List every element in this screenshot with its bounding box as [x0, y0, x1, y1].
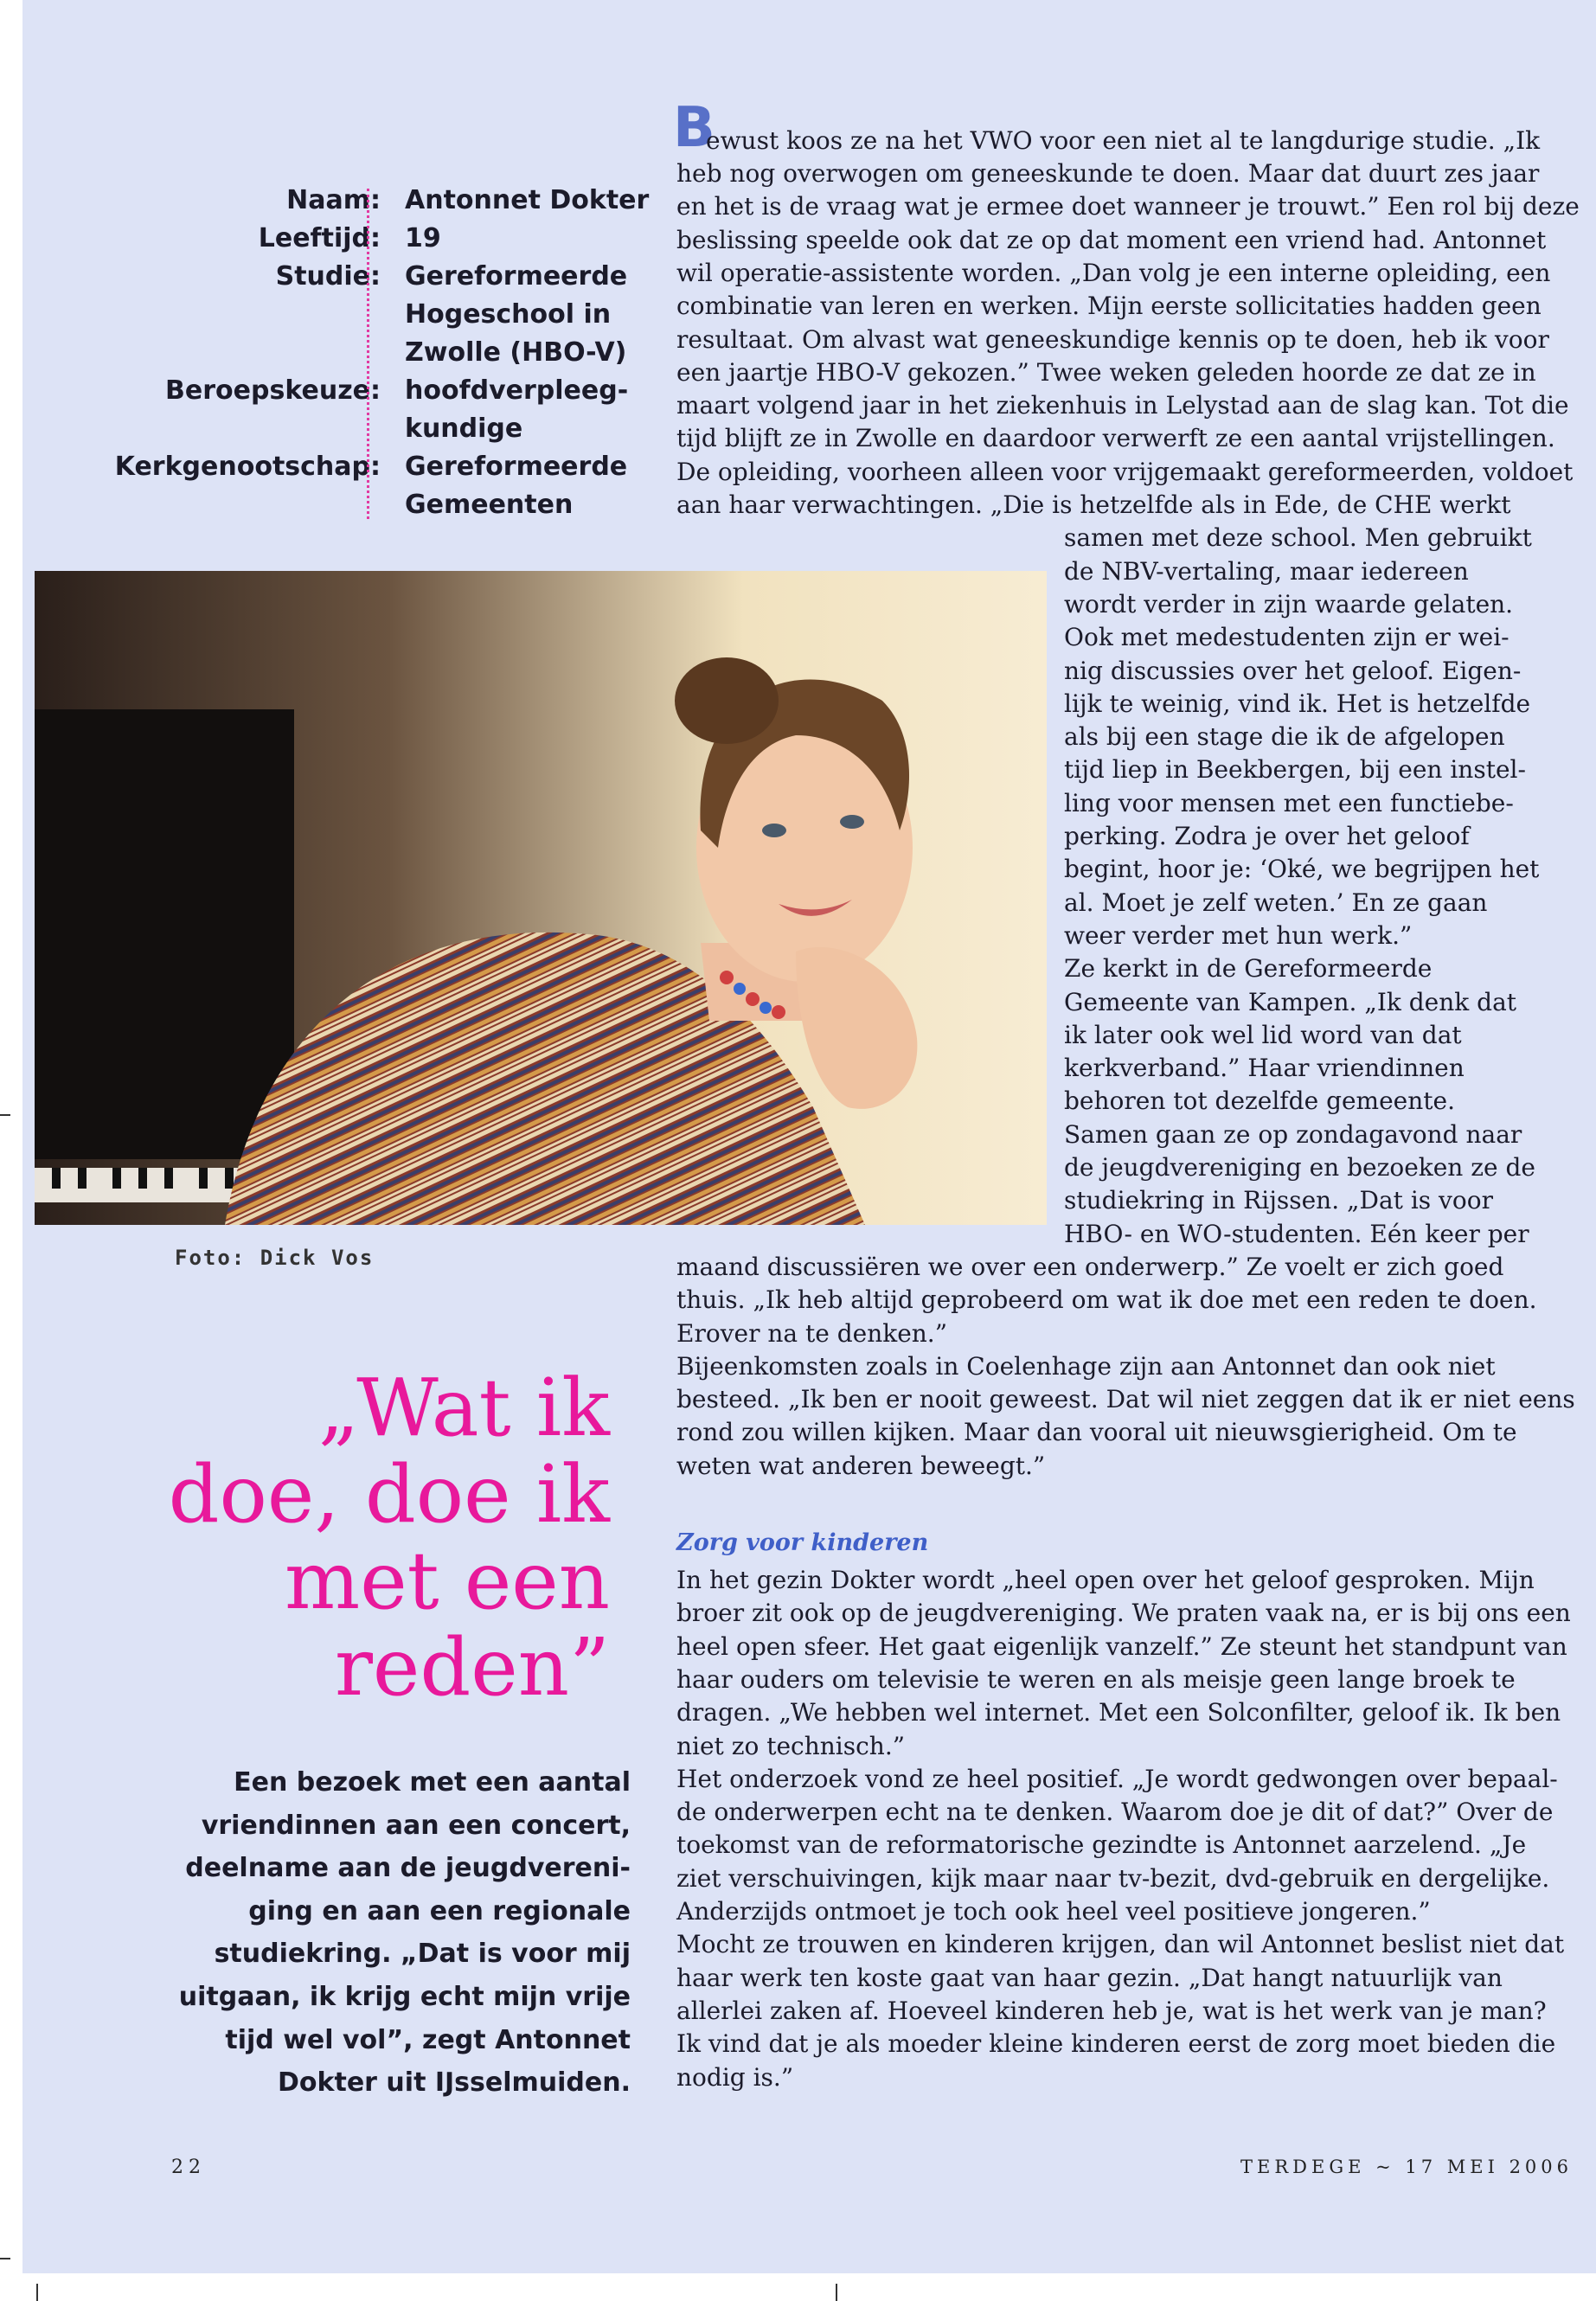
subheading: Zorg voor kinderen	[676, 1529, 929, 1556]
pull-quote	[125, 1362, 610, 1714]
portrait-image	[35, 571, 1047, 1225]
body-line: en het is de vraag wat je ermee doet wanneer je trouwt.” Een rol bij deze	[676, 192, 1580, 221]
profile-divider	[367, 189, 369, 519]
lead-line: vriendinnen aan een concert,	[201, 1810, 631, 1841]
crop-mark	[0, 2258, 10, 2259]
profile-value: kundige	[405, 413, 523, 444]
profile-value: hoofdverpleeg-	[405, 375, 629, 406]
body-line: nig discussies over het geloof. Eigen-	[1064, 656, 1522, 685]
body-line: haar werk ten koste gaat van haar gezin. „Dat hangt natuurlijk van	[676, 1963, 1503, 1992]
body-line: een jaartje HBO-V gekozen.” Twee weken geleden hoorde ze dat ze in	[676, 357, 1536, 387]
body-line: weten wat anderen beweegt.”	[676, 1451, 1046, 1480]
body-line: kerkverband.” Haar vriendinnen	[1064, 1054, 1465, 1083]
body-line: weer verder met hun werk.”	[1064, 920, 1413, 950]
profile-row	[144, 182, 654, 220]
profile-row	[144, 372, 654, 448]
body-line: Erover na te denken.”	[676, 1318, 948, 1348]
profile-label: Studie:	[275, 261, 381, 292]
body-line: wordt verder in zijn waarde gelaten.	[1064, 589, 1514, 619]
body-line: In het gezin Dokter wordt „heel open over het geloof gesproken. Mijn	[676, 1566, 1535, 1594]
portrait-photo	[35, 571, 1047, 1225]
quote-line: doe, doe ik	[168, 1448, 610, 1541]
body-line: Anderzijds ontmoet je toch ook heel veel positieve jongeren.”	[676, 1897, 1431, 1926]
profile-row	[144, 220, 654, 258]
body-line: de NBV-vertaling, maar iedereen	[1064, 556, 1469, 586]
body-line: ewust koos ze na het VWO voor een niet al te langdurige studie. „Ik	[706, 126, 1541, 155]
crop-mark	[36, 2284, 38, 2301]
body-line: dragen. „We hebben wel internet. Met een Solconfilter, geloof ik. Ik ben	[676, 1698, 1561, 1727]
body-line: allerlei zaken af. Hoeveel kinderen heb je, wat is het werk van je man?	[676, 1996, 1547, 2025]
body-line: perking. Zodra je over het geloof	[1064, 822, 1470, 850]
lead-paragraph	[152, 1761, 631, 2105]
profile-value: Hogeschool in	[405, 299, 612, 330]
photo-credit: Foto: Dick Vos	[175, 1246, 375, 1270]
body-line: heb nog overwogen om geneeskunde te doen. Maar dat duurt zes jaar	[676, 159, 1540, 188]
body-line: Gemeente van Kampen. „Ik denk dat	[1064, 987, 1517, 1016]
profile-label: Kerkgenootschap:	[114, 452, 381, 482]
lead-line: tijd wel vol”, zegt Antonnet	[225, 2024, 631, 2055]
body-line: lijk te weinig, vind ik. Het is hetzelfde	[1064, 689, 1531, 718]
profile-value: Gemeenten	[405, 490, 574, 520]
body-line: Het onderzoek vond ze heel positief. „Je wordt gedwongen over bepaal-	[676, 1764, 1558, 1793]
body-line: samen met deze school. Men gebruikt	[1064, 523, 1532, 553]
body-line: ik later ook wel lid word van dat	[1064, 1020, 1462, 1049]
body-line: combinatie van leren en werken. Mijn eerste sollicitaties hadden geen	[676, 292, 1542, 321]
profile-row	[114, 448, 654, 524]
body-line: behoren tot dezelfde gemeente.	[1064, 1086, 1456, 1116]
body-line: al. Moet je zelf weten.’ En ze gaan	[1064, 888, 1488, 917]
quote-line: reden”	[334, 1621, 610, 1714]
magazine-page	[22, 0, 1596, 2273]
profile-box	[114, 182, 654, 524]
lead-line: Dokter uit IJsselmuiden.	[278, 2067, 631, 2099]
body-line: wil operatie-assistente worden. „Dan volg je een interne opleiding, een	[676, 258, 1551, 287]
body-line: Mocht ze trouwen en kinderen krijgen, dan wil Antonnet beslist niet dat	[676, 1930, 1565, 1959]
body-line: broer zit ook op de jeugdvereniging. We praten vaak na, er is bij ons een	[676, 1599, 1571, 1628]
body-line: Ook met medestudenten zijn er wei-	[1064, 623, 1509, 652]
body-line: begint, hoor je: ‘Oké, we begrijpen het	[1064, 855, 1540, 884]
body-line: Ik vind dat je als moeder kleine kinderen eerst de zorg moet bieden die	[676, 2029, 1556, 2059]
crop-mark	[836, 2284, 837, 2301]
body-line: haar ouders om televisie te weren en als meisje geen lange broek te	[676, 1664, 1516, 1694]
profile-label: Naam:	[286, 185, 381, 215]
body-line: rond zou willen kijken. Maar dan vooral uit nieuwsgierigheid. Om te	[676, 1418, 1517, 1447]
body-line: De opleiding, voorheen alleen voor vrijgemaakt gereformeerden, voldoet	[676, 457, 1574, 486]
body-line: aan haar verwachtingen. „Die is hetzelfde als in Ede, de CHE werkt	[676, 490, 1511, 519]
profile-value: Gereformeerde	[405, 452, 628, 482]
crop-mark	[0, 1114, 10, 1116]
body-line: heel open sfeer. Het gaat eigenlijk vanzelf.” Ze steunt het standpunt van	[676, 1631, 1567, 1661]
body-line: de onderwerpen echt na te denken. Waarom doe je dit of dat?” Over de	[676, 1798, 1554, 1827]
body-line: ziet verschuivingen, kijk maar naar tv-bezit, dvd-gebruik en dergelijke.	[676, 1863, 1550, 1893]
body-line: thuis. „Ik heb altijd geprobeerd om wat ik doe met een reden te doen.	[676, 1285, 1537, 1315]
profile-value: 19	[405, 223, 441, 253]
page-number: 22	[171, 2157, 206, 2178]
profile-label: Beroepskeuze:	[165, 375, 381, 406]
body-line: Bijeenkomsten zoals in Coelenhage zijn aan Antonnet dan ook niet	[676, 1351, 1496, 1381]
body-line: studiekring in Rijssen. „Dat is voor	[1064, 1186, 1493, 1215]
body-line: nodig is.”	[676, 2062, 794, 2092]
profile-row	[144, 258, 654, 372]
body-line: als bij een stage die ik de afgelopen	[1064, 722, 1505, 752]
profile-value: Antonnet Dokter	[405, 185, 650, 215]
lead-line: uitgaan, ik krijg echt mijn vrije	[178, 1981, 631, 2012]
lead-line: ging en aan een regionale	[248, 1895, 631, 1926]
lead-line: studiekring. „Dat is voor mij	[214, 1939, 631, 1970]
body-line: Ze kerkt in de Gereformeerde	[1064, 954, 1433, 984]
profile-value: Zwolle (HBO-V)	[405, 337, 627, 368]
body-line: besteed. „Ik ben er nooit geweest. Dat wil niet zeggen dat ik er niet eens	[676, 1385, 1575, 1414]
body-line: maart volgend jaar in het ziekenhuis in Lelystad aan de slag kan. Tot die	[676, 391, 1569, 420]
quote-line: „Wat ik	[317, 1362, 610, 1454]
lead-line: deelname aan de jeugdvereni-	[185, 1853, 631, 1884]
drop-cap: B	[673, 96, 715, 160]
running-footer: TERDEGE ~ 17 MEI 2006	[1240, 2157, 1574, 2177]
body-line: de jeugdvereniging en bezoeken ze de	[1064, 1153, 1535, 1182]
body-line: niet zo technisch.”	[676, 1731, 906, 1760]
body-line: beslissing speelde ook dat ze op dat moment een vriend had. Antonnet	[676, 225, 1547, 254]
body-line: tijd blijft ze in Zwolle en daardoor verwerft ze een aantal vrijstellingen.	[676, 424, 1555, 453]
profile-label: Leeftijd:	[258, 223, 381, 253]
quote-line: met een	[284, 1535, 610, 1627]
body-line: ling voor mensen met een functiebe-	[1064, 788, 1514, 817]
body-line: maand discussiëren we over een onderwerp.” Ze voelt er zich goed	[676, 1252, 1504, 1281]
body-line: resultaat. Om alvast wat geneeskundige kennis op te doen, heb ik voor	[676, 324, 1549, 354]
body-line: tijd liep in Beekbergen, bij een instel-	[1064, 755, 1526, 785]
body-line: Samen gaan ze op zondagavond naar	[1064, 1119, 1522, 1149]
body-line: HBO- en WO-studenten. Eén keer per	[1064, 1219, 1529, 1248]
profile-value: Gereformeerde	[405, 261, 628, 292]
body-line: toekomst van de reformatorische gezindte is Antonnet aarzelend. „Je	[676, 1830, 1527, 1860]
lead-line: Een bezoek met een aantal	[234, 1767, 631, 1798]
